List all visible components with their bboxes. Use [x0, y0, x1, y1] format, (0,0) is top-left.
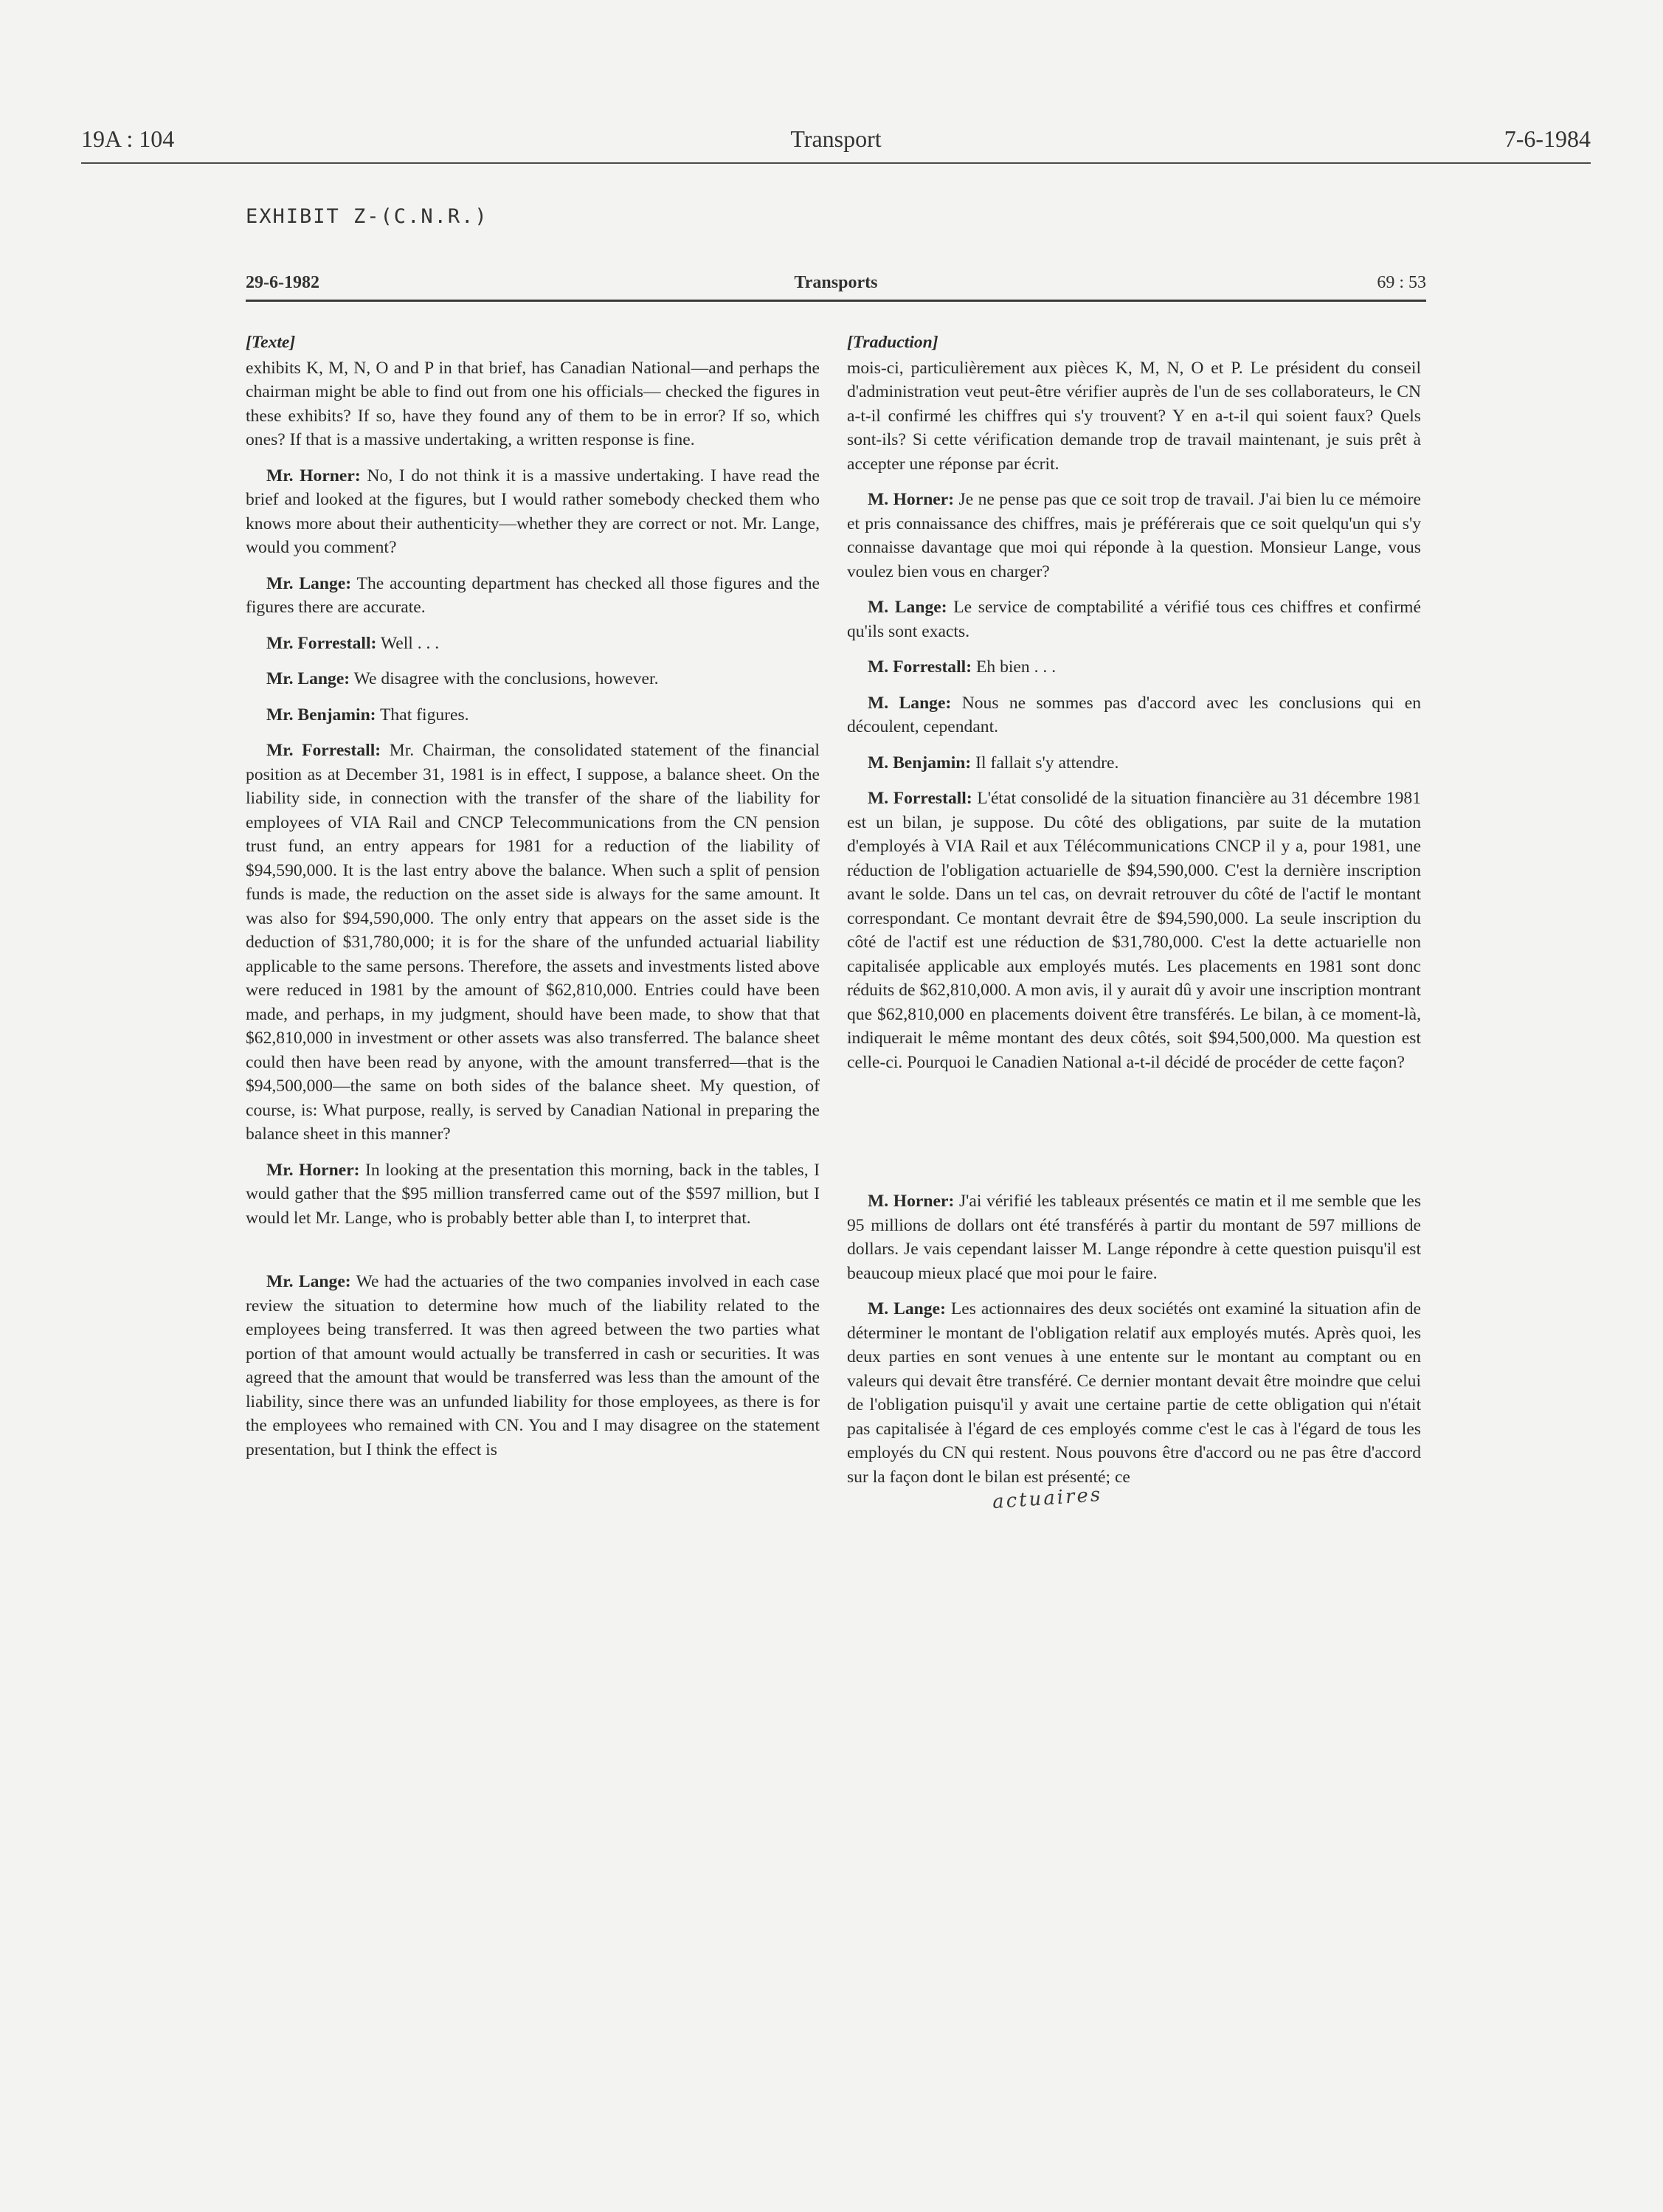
speaker-name: Mr. Lange:	[266, 573, 352, 593]
paragraph: M. Lange: Les actionnaires des deux sociétés ont examiné la situation afin de déterminer le montant de l'obligation relatif aux employés mutés. Après quoi, les deux parties en sont venues à une entente sur le montant au comptant ou en valeurs qui devait être transféré. Ce dernier montant devait être moindre que celui de l'obligation puisqu'il y avait une certaine partie de cette obligation qui n'était pas capitalisée à l'égard de ces employés comme c'est le cas à l'égard de tous les employés du CN qui restent. Nous pouvons être d'accord ou ne pas être d'accord sur la façon dont le bilan est présenté; ce	[847, 1299, 1421, 1487]
speaker-name: Mr. Lange:	[266, 669, 350, 688]
paragraph: M. Forrestall: L'état consolidé de la situation financière au 31 décembre 1981 est un bilan, je suppose. Du côté des obligations, par suite de la mutation d'employés à VIA Rail et aux Télécommunications CNCP il y a, pour 1981, une réduction de l'obligation actuarielle de $94,590,000. C'est la dernière inscription avant le solde. Dans un tel cas, on devrait retrouver du côté de l'actif le montant correspondant. Ce montant devrait être de $94,590,000. La seule inscription du côté de l'actif est une réduction de $31,780,000. C'est la dette actuarielle non capitalisée applicable aux employés mutés. Les placements en 1981 sont donc réduits de $62,810,000. A mon avis, il y aurait dû y avoir une inscription montrant que $62,810,000 en placements doivent être transférés. Le bilan, à ce moment-là, indiquerait le même montant des deux côtés, soit $94,500,000. Ma question est celle-ci. Pourquoi le Canadien National a-t-il décidé de procéder de cette façon?	[847, 789, 1422, 1072]
paragraph: M. Horner: J'ai vérifié les tableaux présentés ce matin et il me semble que les 95 millions de dollars ont été transférés à partir du montant de 597 millions de dollars. Je vais cependant laisser M. Lange répondre à cette question puisqu'il est beaucoup mieux placé que moi pour le faire.	[847, 1192, 1421, 1283]
paragraph: Mr. Benjamin: That figures.	[266, 705, 469, 725]
speaker-name: M. Forrestall:	[868, 657, 972, 677]
speaker-name: Mr. Forrestall:	[266, 633, 377, 653]
column-heading: [Texte]	[246, 333, 296, 352]
paragraph: Mr. Horner: No, I do not think it is a massive undertaking. I have read the brief and looked at the figures, but I would rather somebody checked them who knows more about their authenticity—whether they are correct or not. Mr. Lange, would you comment?	[246, 466, 820, 557]
inner-header	[246, 273, 1426, 300]
paragraph: M. Forrestall: Eh bien . . .	[868, 657, 1057, 677]
page-header	[81, 125, 1591, 161]
paragraph: Mr. Lange: We had the actuaries of the two companies involved in each case review the situation to determine how much of the liability related to the employees being transferred. It was then agreed between the two parties what portion of that amount would actually be transferred in cash or securities. It was agreed that the amount that would be transferred was less than the amount of the liability, since there was an unfunded liability for those employees, as there is for the employees who remained with CN. You and I may disagree on the statement presentation, but I think the effect is	[246, 1272, 820, 1459]
speaker-name: M. Horner:	[868, 1192, 955, 1211]
english-column	[246, 331, 820, 1473]
paragraph: Mr. Lange: The accounting department has checked all those figures and the figures there are accurate.	[246, 573, 820, 617]
page-number: 19A : 104	[81, 125, 175, 152]
header-divider	[81, 162, 1591, 164]
speaker-name: Mr. Benjamin:	[266, 705, 376, 725]
speaker-name: M. Lange:	[868, 1299, 946, 1318]
page-section-title: Transport	[790, 125, 882, 152]
paragraph: M. Lange: Le service de comptabilité a vérifié tous ces chiffres et confirmé qu'ils sont exacts.	[847, 598, 1421, 641]
speaker-name: Mr. Lange:	[266, 1272, 351, 1291]
speaker-name: M. Lange:	[868, 693, 952, 713]
handwritten-annotation: actuaires	[992, 1483, 1104, 1514]
speaker-name: M. Benjamin:	[868, 753, 972, 773]
column-heading: [Traduction]	[847, 333, 938, 352]
paragraph: Mr. Forrestall: Well . . .	[266, 633, 440, 653]
speaker-name: Mr. Horner:	[266, 1160, 360, 1180]
paragraph: M. Horner: Je ne pense pas que ce soit trop de travail. J'ai bien lu ce mémoire et pris connaissance des chiffres, mais je préférerais que ce soit quelqu'un qui s'y connaisse davantage que moi qui réponde à la question. Monsieur Lange, vous voulez bien vous en charger?	[847, 490, 1422, 581]
paragraph: exhibits K, M, N, O and P in that brief, has Canadian National—and perhaps the chairman might be able to find out from one his officials— checked the figures in these exhibits? If so, have they found any of them to be in error? If so, which ones? If that is a massive undertaking, a written response is fine.	[246, 358, 820, 449]
french-column	[847, 331, 1421, 1501]
paragraph: M. Lange: Nous ne sommes pas d'accord avec les conclusions qui en découlent, cependant.	[847, 693, 1421, 736]
inner-header-divider	[246, 300, 1426, 302]
paragraph: Mr. Forrestall: Mr. Chairman, the consolidated statement of the financial position as at December 31, 1981 is in effect, I suppose, a balance sheet. On the liability side, in connection with the transfer of the share of the liability for employees of VIA Rail and CNCP Telecommunications from the CN pension trust fund, an entry appears for 1981 for a reduction of the liability of $94,590,000. It is the last entry above the balance. When such a split of pension funds is made, the reduction on the asset side is always for the same amount. It was also for $94,590,000. The only entry that appears on the asset side is the deduction of $31,780,000; it is for the share of the unfunded actuarial liability applicable to the same persons. Therefore, the assets and investments listed above were reduced in 1981 by the amount of $62,810,000. Entries could have been made, and perhaps, in my judgment, should have been made, to show that that $62,810,000 in investment or other assets was also transferred. The balance sheet could then have been read by anyone, with the amount transferred—that is the $94,500,000—the same on both sides of the balance sheet. My question, of course, is: What purpose, really, is served by Canadian National in preparing the balance sheet in this manner?	[246, 741, 820, 1144]
speaker-name: M. Horner:	[868, 490, 955, 509]
speaker-name: Mr. Horner:	[266, 466, 361, 485]
speaker-name: M. Lange:	[868, 598, 947, 617]
inner-page-number: 69 : 53	[1377, 273, 1426, 292]
page-date: 7-6-1984	[1504, 125, 1591, 152]
inner-title: Transports	[794, 273, 878, 292]
paragraph: M. Benjamin: Il fallait s'y attendre.	[868, 753, 1119, 773]
inner-date: 29-6-1982	[246, 273, 319, 292]
paragraph: mois-ci, particulièrement aux pièces K, M, N, O et P. Le président du conseil d'administration veut peut-être vérifier auprès de l'un de ses collaborateurs, le CN a-t-il confirmé les chiffres qui s'y trouvent? Y en a-t-il qui soient faux? Quels sont-ils? Si cette vérification demande trop de travail maintenant, je suis prêt à accepter une réponse par écrit.	[847, 358, 1421, 474]
speaker-name: Mr. Forrestall:	[266, 741, 381, 760]
paragraph: Mr. Horner: In looking at the presentation this morning, back in the tables, I would gather that the $95 million transferred came out of the $597 million, but I would let Mr. Lange, who is probably better able than I, to interpret that.	[246, 1160, 820, 1228]
exhibit-label: EXHIBIT Z-(C.N.R.)	[246, 205, 488, 228]
speaker-name: M. Forrestall:	[868, 789, 972, 808]
paragraph: Mr. Lange: We disagree with the conclusions, however.	[266, 669, 659, 688]
